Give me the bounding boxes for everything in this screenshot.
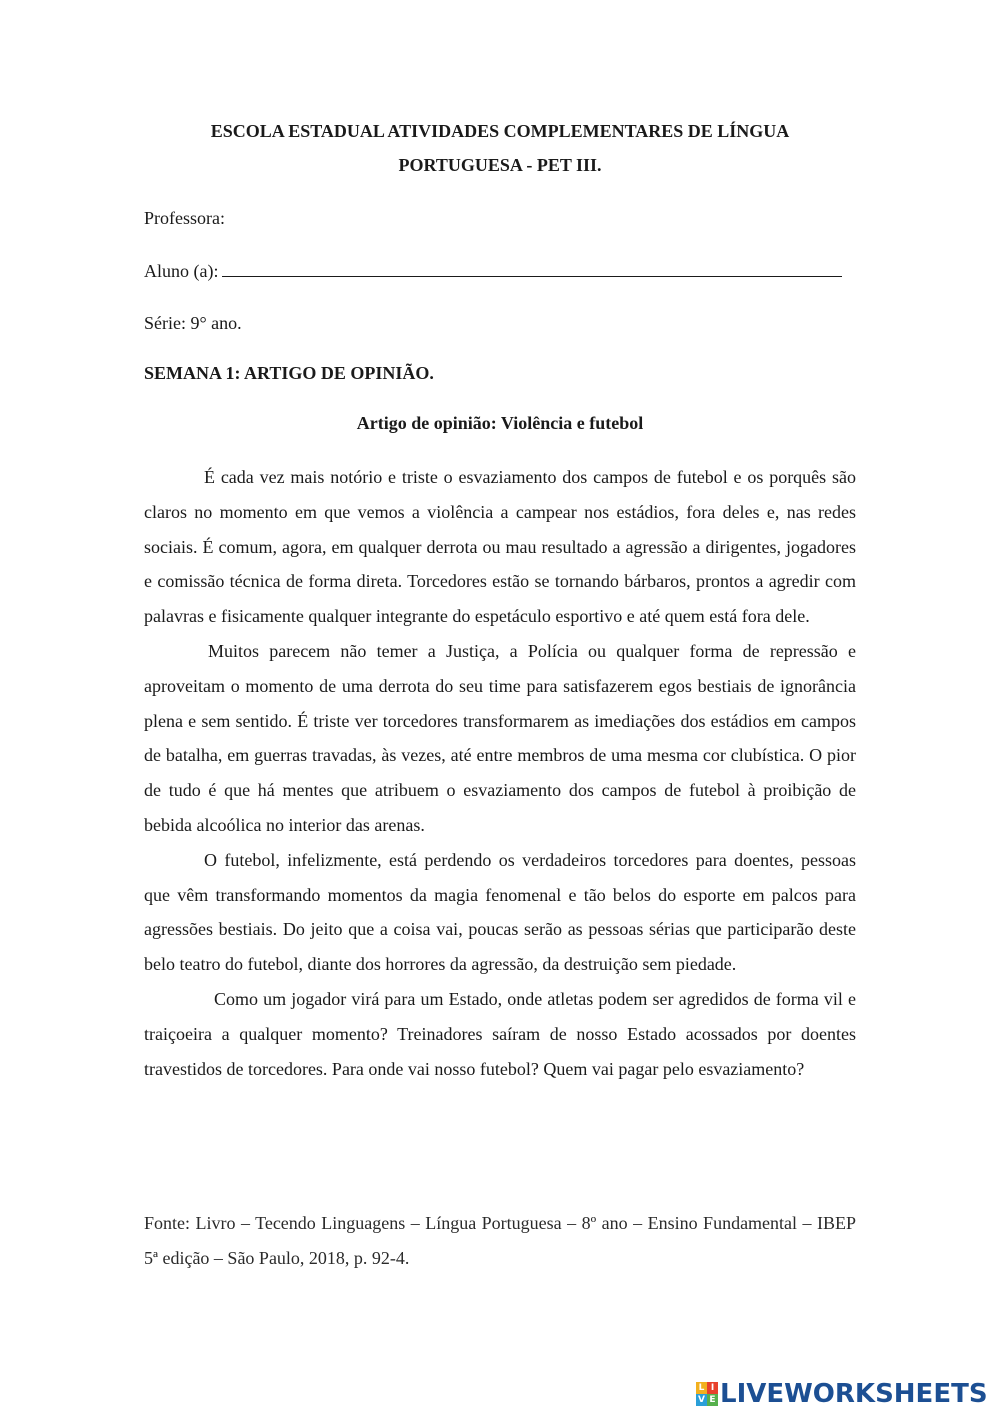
aluno-field <box>144 258 842 283</box>
aluno-blank-line[interactable] <box>222 258 842 277</box>
article-paragraph-1: É cada vez mais notório e triste o esvaziamento dos campos de futebol e os porquês são claros no momento em que vemos a violência a campear nos estádios, fora deles e, nas redes sociais. É comum, agora, em qualquer derrota ou mau resultado a agressão a dirigentes, jogadores e comissão técnica de forma direta. Torcedores estão se tornando bárbaros, prontos a agredir com palavras e fisicamente qualquer integrante do espetáculo esportivo e até quem está fora dele. <box>144 467 856 627</box>
watermark-text: LIVEWORKSHEETS <box>720 1379 988 1409</box>
logo-letter-i: I <box>707 1382 718 1394</box>
serie-field <box>144 311 242 335</box>
logo-letter-l: L <box>696 1382 707 1394</box>
school-header <box>144 114 856 182</box>
serie-label: Série: 9° ano. <box>144 313 242 333</box>
liveworksheets-logo-icon <box>696 1382 718 1406</box>
header-line-2: PORTUGUESA - PET III. <box>398 155 602 175</box>
aluno-label: Aluno (a): <box>144 261 219 281</box>
article-paragraph-2: Muitos parecem não temer a Justiça, a Polícia ou qualquer forma de repressão e aproveitam o momento de uma derrota do seu time para satisfazerem egos bestiais de ignorância plena e sem sentido. É triste ver torcedores transformarem as imediações dos estádios em campos de batalha, em guerras travadas, às vezes, até entre membros de uma mesma cor clubística. O pior de tudo é que há mentes que atribuem o esvaziamento dos campos de futebol à proibição de bebida alcoólica no interior das arenas. <box>144 640 856 835</box>
logo-letter-e: E <box>707 1394 718 1406</box>
week-title: SEMANA 1: ARTIGO DE OPINIÃO. <box>144 363 434 383</box>
article-paragraph-3: O futebol, infelizmente, está perdendo os verdadeiros torcedores para doentes, pessoas que vêm transformando momentos da magia fenomenal e tão belos do esporte em palcos para agressões bestiais. Do jeito que a coisa vai, poucas serão as pessoas sérias que participarão deste belo teatro do futebol, diante dos horrores da agressão, da destruição sem piedade. <box>144 849 856 975</box>
logo-letter-v: V <box>696 1394 707 1406</box>
professora-field <box>144 206 225 230</box>
header-line-1: ESCOLA ESTADUAL ATIVIDADES COMPLEMENTARES DE LÍNGUA <box>210 121 790 141</box>
article-title: Artigo de opinião: Violência e futebol <box>356 413 644 433</box>
professora-label: Professora: <box>144 208 225 228</box>
article-paragraph-4: Como um jogador virá para um Estado, onde atletas podem ser agredidos de forma vil e traiçoeira a qualquer momento? Treinadores saíram de nosso Estado acossados por doentes travestidos de torcedores. Para onde vai nosso futebol? Quem vai pagar pelo esvaziamento? <box>144 988 856 1079</box>
source-citation: Fonte: Livro – Tecendo Linguagens – Língua Portuguesa – 8º ano – Ensino Fundamental – IBEP 5ª edição – São Paulo, 2018, p. 92-4. <box>144 1213 856 1268</box>
article-body <box>144 460 856 1086</box>
liveworksheets-watermark <box>696 1379 988 1409</box>
